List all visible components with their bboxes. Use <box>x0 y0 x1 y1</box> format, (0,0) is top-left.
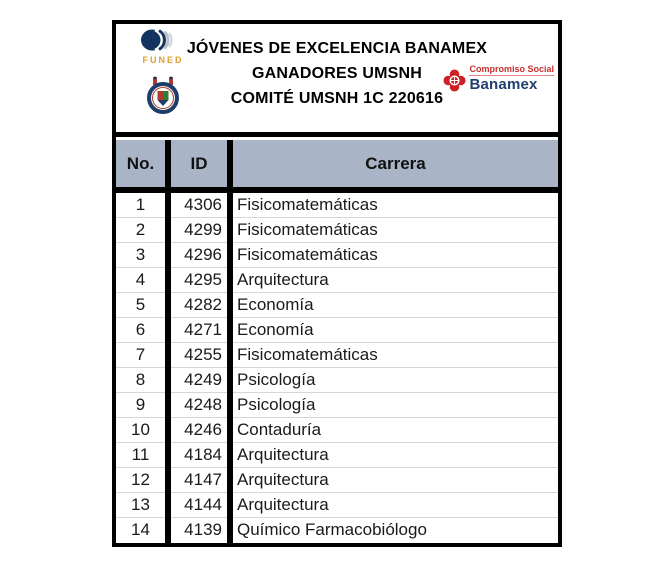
cell-carrera: Contaduría <box>237 420 322 439</box>
cell-carrera: Arquitectura <box>237 270 329 289</box>
column-header-no: No. <box>116 140 171 187</box>
banamex-logo <box>443 64 554 92</box>
cell-no: 8 <box>135 370 146 389</box>
table-row <box>116 243 558 268</box>
cell-carrera: Fisicomatemáticas <box>237 345 378 364</box>
cell-carrera: Fisicomatemáticas <box>237 245 378 264</box>
table-row <box>116 218 558 243</box>
table-row <box>116 493 558 518</box>
cell-no: 3 <box>135 245 146 264</box>
table-body <box>116 193 558 543</box>
cell-carrera: Arquitectura <box>237 445 329 464</box>
cell-carrera: Economía <box>237 320 314 339</box>
cell-id: 4295 <box>184 270 222 289</box>
table-row <box>116 418 558 443</box>
cell-no: 13 <box>131 495 150 514</box>
cell-no: 2 <box>135 220 146 239</box>
column-divider-1 <box>165 193 171 543</box>
cell-no: 1 <box>135 195 146 214</box>
cell-id: 4306 <box>184 195 222 214</box>
title-line-3: COMITÉ UMSNH 1C 220616 <box>230 90 444 107</box>
cell-no: 9 <box>135 395 146 414</box>
cell-id: 4139 <box>184 520 222 539</box>
cell-id: 4246 <box>184 420 222 439</box>
cell-carrera: Arquitectura <box>237 495 329 514</box>
cell-carrera: Psicología <box>237 395 316 414</box>
cell-no: 5 <box>135 295 146 314</box>
title-line-1: JÓVENES DE EXCELENCIA BANAMEX <box>186 40 488 57</box>
cell-no: 7 <box>135 345 146 364</box>
cell-carrera: Psicología <box>237 370 316 389</box>
cell-carrera: Químico Farmacobiólogo <box>237 520 427 539</box>
cell-no: 14 <box>131 520 150 539</box>
cell-no: 11 <box>131 445 150 464</box>
cell-no: 6 <box>135 320 146 339</box>
table-row <box>116 318 558 343</box>
cell-no: 12 <box>131 470 150 489</box>
cell-carrera: Economía <box>237 295 314 314</box>
cell-no: 4 <box>135 270 146 289</box>
cell-id: 4296 <box>184 245 222 264</box>
table-header-row <box>116 140 558 193</box>
table-row <box>116 343 558 368</box>
cell-id: 4144 <box>184 495 222 514</box>
table-row <box>116 518 558 543</box>
table-row <box>116 268 558 293</box>
cell-id: 4184 <box>184 445 222 464</box>
cell-id: 4282 <box>184 295 222 314</box>
cell-id: 4271 <box>184 320 222 339</box>
banamex-flower-icon <box>443 69 466 92</box>
cell-no: 10 <box>131 420 150 439</box>
cell-id: 4255 <box>184 345 222 364</box>
title-line-2: GANADORES UMSNH <box>251 65 423 82</box>
column-header-carrera: Carrera <box>365 153 426 173</box>
cell-id: 4248 <box>184 395 222 414</box>
banamex-brand: Banamex <box>469 76 538 93</box>
table-row <box>116 393 558 418</box>
table-row <box>116 368 558 393</box>
cell-carrera: Arquitectura <box>237 470 329 489</box>
table-row <box>116 443 558 468</box>
table-row <box>116 193 558 218</box>
cell-carrera: Fisicomatemáticas <box>237 220 378 239</box>
cell-id: 4249 <box>184 370 222 389</box>
report-sheet <box>112 20 562 547</box>
banamex-tagline: Compromiso Social <box>469 64 554 74</box>
title-section <box>116 24 558 137</box>
funed-logo-label: FUNED <box>142 55 184 65</box>
column-divider-2 <box>227 193 233 543</box>
table-row <box>116 293 558 318</box>
cell-id: 4299 <box>184 220 222 239</box>
table-row <box>116 468 558 493</box>
cell-carrera: Fisicomatemáticas <box>237 195 378 214</box>
column-header-id: ID <box>171 140 233 187</box>
cell-id: 4147 <box>184 470 222 489</box>
